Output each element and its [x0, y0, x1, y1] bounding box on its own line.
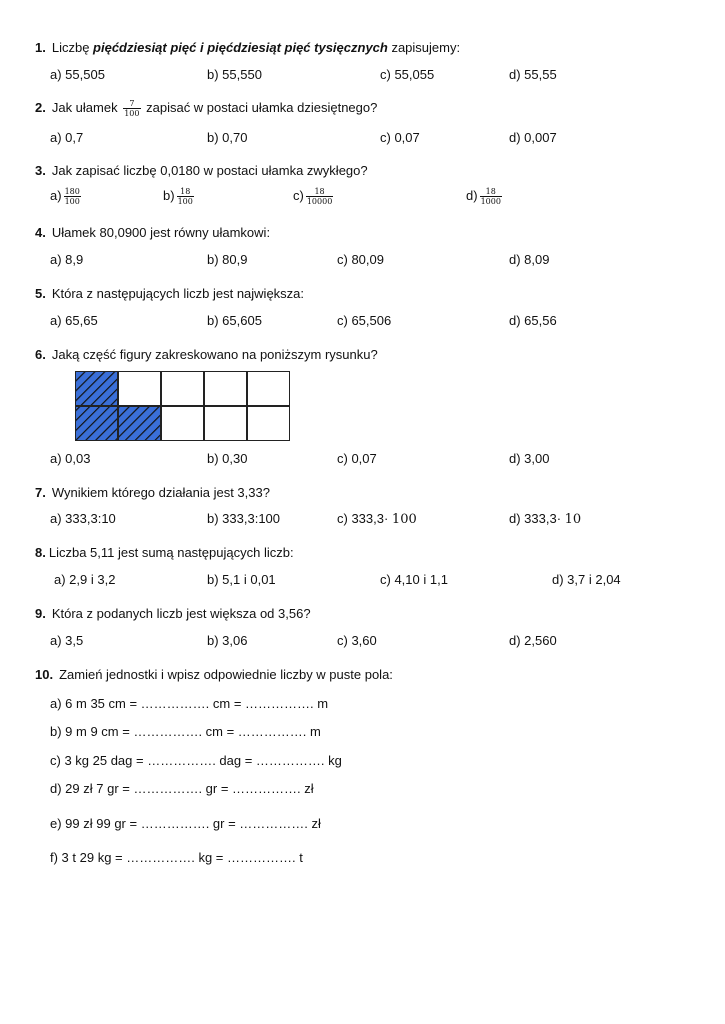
option-c[interactable]: c) 0,07 — [337, 451, 377, 466]
grid-cell-empty — [248, 407, 290, 441]
denominator: 10000 — [306, 197, 333, 206]
question-10 — [35, 667, 393, 682]
numerator: 7 — [123, 99, 140, 109]
question-text: Liczbę — [51, 40, 94, 55]
denominator: 100 — [177, 197, 193, 206]
option-c[interactable]: c) 4,10 i 1,1 — [380, 572, 448, 587]
question-4 — [35, 225, 270, 240]
option-d[interactable] — [466, 187, 504, 206]
question-number: 4. — [35, 225, 46, 240]
option-label: a) — [50, 187, 62, 203]
option-a[interactable]: a) 65,65 — [50, 313, 98, 328]
grid-cell-empty — [248, 372, 290, 406]
option-a[interactable]: a) 55,505 — [50, 67, 105, 82]
option-b[interactable]: b) 65,605 — [207, 313, 262, 328]
option-c[interactable] — [293, 187, 335, 206]
question-1 — [35, 40, 460, 55]
option-b[interactable]: b) 0,30 — [207, 451, 248, 466]
option-label: b) — [163, 187, 175, 203]
option-b[interactable]: b) 0,70 — [207, 130, 248, 145]
option-c[interactable]: c) 80,09 — [337, 252, 384, 267]
question-text: zapisujemy: — [387, 40, 461, 55]
question-2 — [35, 99, 377, 118]
question-number: 5. — [35, 286, 46, 301]
numerator: 180 — [64, 187, 80, 196]
option-d[interactable]: d) 0,007 — [509, 130, 557, 145]
question-text: Która z podanych liczb jest większa od 3,56? — [51, 606, 311, 621]
question-text: Jak zapisać liczbę 0,0180 w postaci ułamka zwykłego? — [51, 163, 368, 178]
option-b[interactable]: b) 3,06 — [207, 633, 248, 648]
grid-cell-empty — [205, 407, 247, 441]
question-number: 9. — [35, 606, 46, 621]
question-8 — [35, 545, 294, 560]
fraction — [123, 99, 140, 118]
grid-cell-empty — [205, 372, 247, 406]
question-text: Jaką część figury zakreskowano na poniższym rysunku? — [51, 347, 378, 362]
question-number: 7. — [35, 485, 46, 500]
question-number: 6. — [35, 347, 46, 362]
option-d[interactable]: d) 55,55 — [509, 67, 557, 82]
grid-cell-empty — [162, 407, 204, 441]
option-text: d) 333,3· — [509, 511, 565, 526]
option-label: c) — [293, 187, 304, 203]
option-text: c) 333,3· — [337, 511, 392, 526]
fraction — [64, 187, 81, 206]
question-number: 3. — [35, 163, 46, 178]
question-text: Wynikiem którego działania jest 3,33? — [51, 485, 270, 500]
option-d[interactable]: d) 3,00 — [509, 451, 550, 466]
question-3 — [35, 163, 368, 178]
question-text: Liczba 5,11 jest sumą następujących liczb: — [48, 545, 294, 560]
numerator: 18 — [480, 187, 502, 197]
question-text: Jak ułamek — [51, 99, 122, 115]
fraction — [480, 187, 502, 206]
option-a[interactable]: a) 3,5 — [50, 633, 84, 648]
question-9 — [35, 606, 311, 621]
option-b[interactable]: b) 55,550 — [207, 67, 262, 82]
question-emphasis: pięćdziesiąt pięć i pięćdziesiąt pięć tysięcznych — [93, 40, 388, 55]
question-6 — [35, 347, 378, 362]
question-text: Ułamek 80,0900 jest równy ułamkowi: — [51, 225, 271, 240]
conversion-item-a[interactable]: a) 6 m 35 cm = ……………. cm = ……………. m — [50, 696, 329, 711]
question-number: 8. — [35, 545, 46, 560]
option-a[interactable]: a) 0,03 — [50, 451, 91, 466]
option-a[interactable] — [50, 187, 83, 206]
fraction — [177, 187, 194, 206]
grid-cell-empty — [119, 372, 161, 406]
option-a[interactable]: a) 8,9 — [50, 252, 84, 267]
question-number: 10. — [35, 667, 54, 682]
option-a[interactable]: a) 0,7 — [50, 130, 84, 145]
grid-cell-empty — [162, 372, 204, 406]
conversion-item-d[interactable]: d) 29 zł 7 gr = ……………. gr = ……………. zł — [50, 781, 314, 796]
question-text: zapisać w postaci ułamka dziesiętnego? — [142, 99, 378, 115]
option-b[interactable]: b) 5,1 i 0,01 — [207, 572, 276, 587]
option-b[interactable]: b) 80,9 — [207, 252, 248, 267]
conversion-item-c[interactable]: c) 3 kg 25 dag = ……………. dag = ……………. kg — [50, 753, 342, 768]
question-text: Zamień jednostki i wpisz odpowiednie liczby w puste pola: — [59, 667, 393, 682]
grid-cell-shaded — [76, 407, 118, 441]
grid-cell-shaded — [76, 372, 118, 406]
question-text: Która z następujących liczb jest największa: — [51, 286, 305, 301]
conversion-item-f[interactable]: f) 3 t 29 kg = ……………. kg = ……………. t — [50, 850, 303, 865]
option-c[interactable]: c) 0,07 — [380, 130, 420, 145]
denominator: 100 — [64, 197, 80, 206]
question-number: 1. — [35, 40, 46, 55]
option-d[interactable]: d) 8,09 — [509, 252, 550, 267]
option-text: a) 333,3:10 — [50, 511, 116, 526]
question-5 — [35, 286, 304, 301]
option-label: d) — [466, 187, 478, 203]
shaded-grid-figure — [75, 371, 290, 441]
option-d[interactable]: d) 2,560 — [509, 633, 557, 648]
option-d[interactable]: d) 65,56 — [509, 313, 557, 328]
option-d[interactable]: d) 3,7 i 2,04 — [552, 572, 621, 587]
denominator: 100 — [124, 109, 140, 118]
fraction — [306, 187, 333, 206]
grid-cell-shaded — [119, 407, 161, 441]
numerator: 18 — [177, 187, 194, 197]
option-d[interactable] — [509, 511, 581, 527]
option-a[interactable] — [50, 511, 116, 526]
option-a[interactable]: a) 2,9 i 3,2 — [54, 572, 116, 587]
option-number: 100 — [391, 512, 417, 527]
option-number: 10 — [564, 512, 582, 527]
conversion-item-b[interactable]: b) 9 m 9 cm = ……………. cm = ……………. m — [50, 724, 321, 739]
option-c[interactable]: c) 3,60 — [337, 633, 377, 648]
option-text: b) 333,3:100 — [207, 511, 281, 526]
option-c[interactable] — [337, 511, 417, 527]
option-b[interactable] — [207, 511, 280, 526]
option-c[interactable]: c) 65,506 — [337, 313, 392, 328]
denominator: 1000 — [480, 197, 501, 206]
option-c[interactable]: c) 55,055 — [380, 67, 435, 82]
question-number: 2. — [35, 99, 46, 115]
numerator: 18 — [306, 187, 333, 197]
question-7 — [35, 485, 270, 500]
option-b[interactable] — [163, 187, 196, 206]
conversion-item-e[interactable]: e) 99 zł 99 gr = ……………. gr = ……………. zł — [50, 816, 321, 831]
